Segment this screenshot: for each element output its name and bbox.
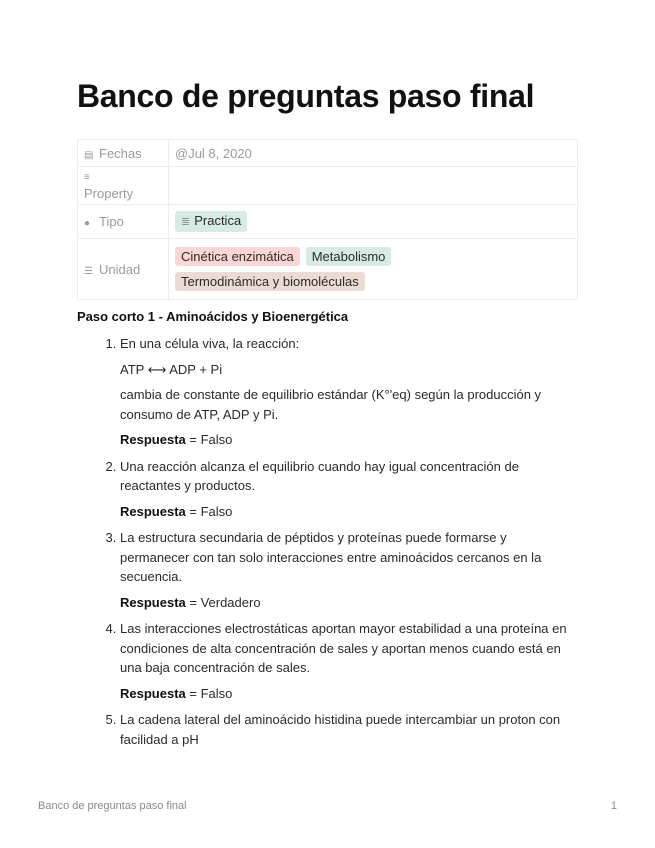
page-number: 1 <box>610 800 617 812</box>
answer-label: Respuesta <box>120 432 186 447</box>
answer-label: Respuesta <box>120 503 186 519</box>
property-key <box>78 239 169 300</box>
tag-unidad[interactable]: Termodinámica y biomoléculas <box>175 272 365 291</box>
properties-table <box>77 139 578 300</box>
calendar-icon: ▤ <box>84 149 94 161</box>
property-value[interactable]: @Jul 8, 2020 <box>169 140 578 167</box>
answer-value: = Falso <box>185 685 233 701</box>
text-lines-icon: ≡ <box>84 171 90 183</box>
list-icon: ☰ <box>84 265 93 277</box>
property-key-label: Unidad <box>99 261 141 277</box>
property-row-unidad <box>78 239 578 300</box>
property-value[interactable] <box>169 239 578 300</box>
question-text: 4. Las interacciones electrostáticas aportan mayor estabilidad a una proteína en condiciones de alta concentración de sales y aportan menos cuando está en una baja concentración de sales. <box>120 621 567 675</box>
question-text: 5. La cadena lateral del aminoácido histidina puede intercambiar un proton con facilidad a pH <box>120 712 561 747</box>
question-text: ATP ⟷ ADP + Pi <box>120 361 223 377</box>
answer-value: = Falso <box>185 503 233 519</box>
property-key-label: Tipo <box>99 214 124 229</box>
answer-label: Respuesta <box>120 685 186 701</box>
tag-tipo[interactable] <box>175 211 247 232</box>
list-item <box>120 528 578 612</box>
footer-title: Banco de preguntas paso final <box>38 800 187 812</box>
list-icon: ≣ <box>181 216 191 228</box>
answer-line <box>120 502 578 522</box>
answer-line <box>120 684 578 704</box>
question-list <box>77 334 578 756</box>
property-row-property <box>78 167 578 205</box>
answer-line <box>120 593 578 613</box>
question-text: 1. En una célula viva, la reacción: <box>120 336 300 351</box>
question-text: cambia de constante de equilibrio estándar (K°'eq) según la producción y consumo de ATP, ADP y Pi. <box>120 387 542 422</box>
tag-unidad[interactable]: Cinética enzimática <box>175 247 300 266</box>
section-heading: Paso corto 1 - Aminoácidos y Bioenergética <box>77 309 349 324</box>
page-title: Banco de preguntas paso final <box>77 78 535 114</box>
property-key-label: Fechas <box>99 145 142 161</box>
question-text: 3. La estructura secundaria de péptidos y proteínas puede formarse y permanecer con tan solo interacciones entre aminoácidos cercanos en la secuencia. <box>120 530 542 584</box>
tag-unidad[interactable]: Metabolismo <box>306 247 392 266</box>
answer-line <box>120 430 578 450</box>
property-key <box>78 205 169 239</box>
answer-value: = Verdadero <box>185 594 261 610</box>
tag-label: Practica <box>194 213 242 228</box>
answer-label: Respuesta <box>120 594 186 610</box>
property-row-tipo <box>78 205 578 239</box>
property-key-label: Property <box>84 185 134 201</box>
select-icon: ● <box>84 218 91 229</box>
list-item <box>120 334 578 450</box>
property-row-fechas <box>78 140 578 167</box>
property-key <box>78 140 169 167</box>
question-text: 2. Una reacción alcanza el equilibrio cuando hay igual concentración de reactantes y productos. <box>120 458 519 493</box>
property-value[interactable] <box>169 167 578 205</box>
list-item <box>120 710 578 749</box>
answer-value: = Falso <box>185 432 233 447</box>
property-value[interactable] <box>169 205 578 239</box>
list-item <box>120 457 578 522</box>
list-item <box>120 619 578 703</box>
property-key <box>78 167 169 205</box>
